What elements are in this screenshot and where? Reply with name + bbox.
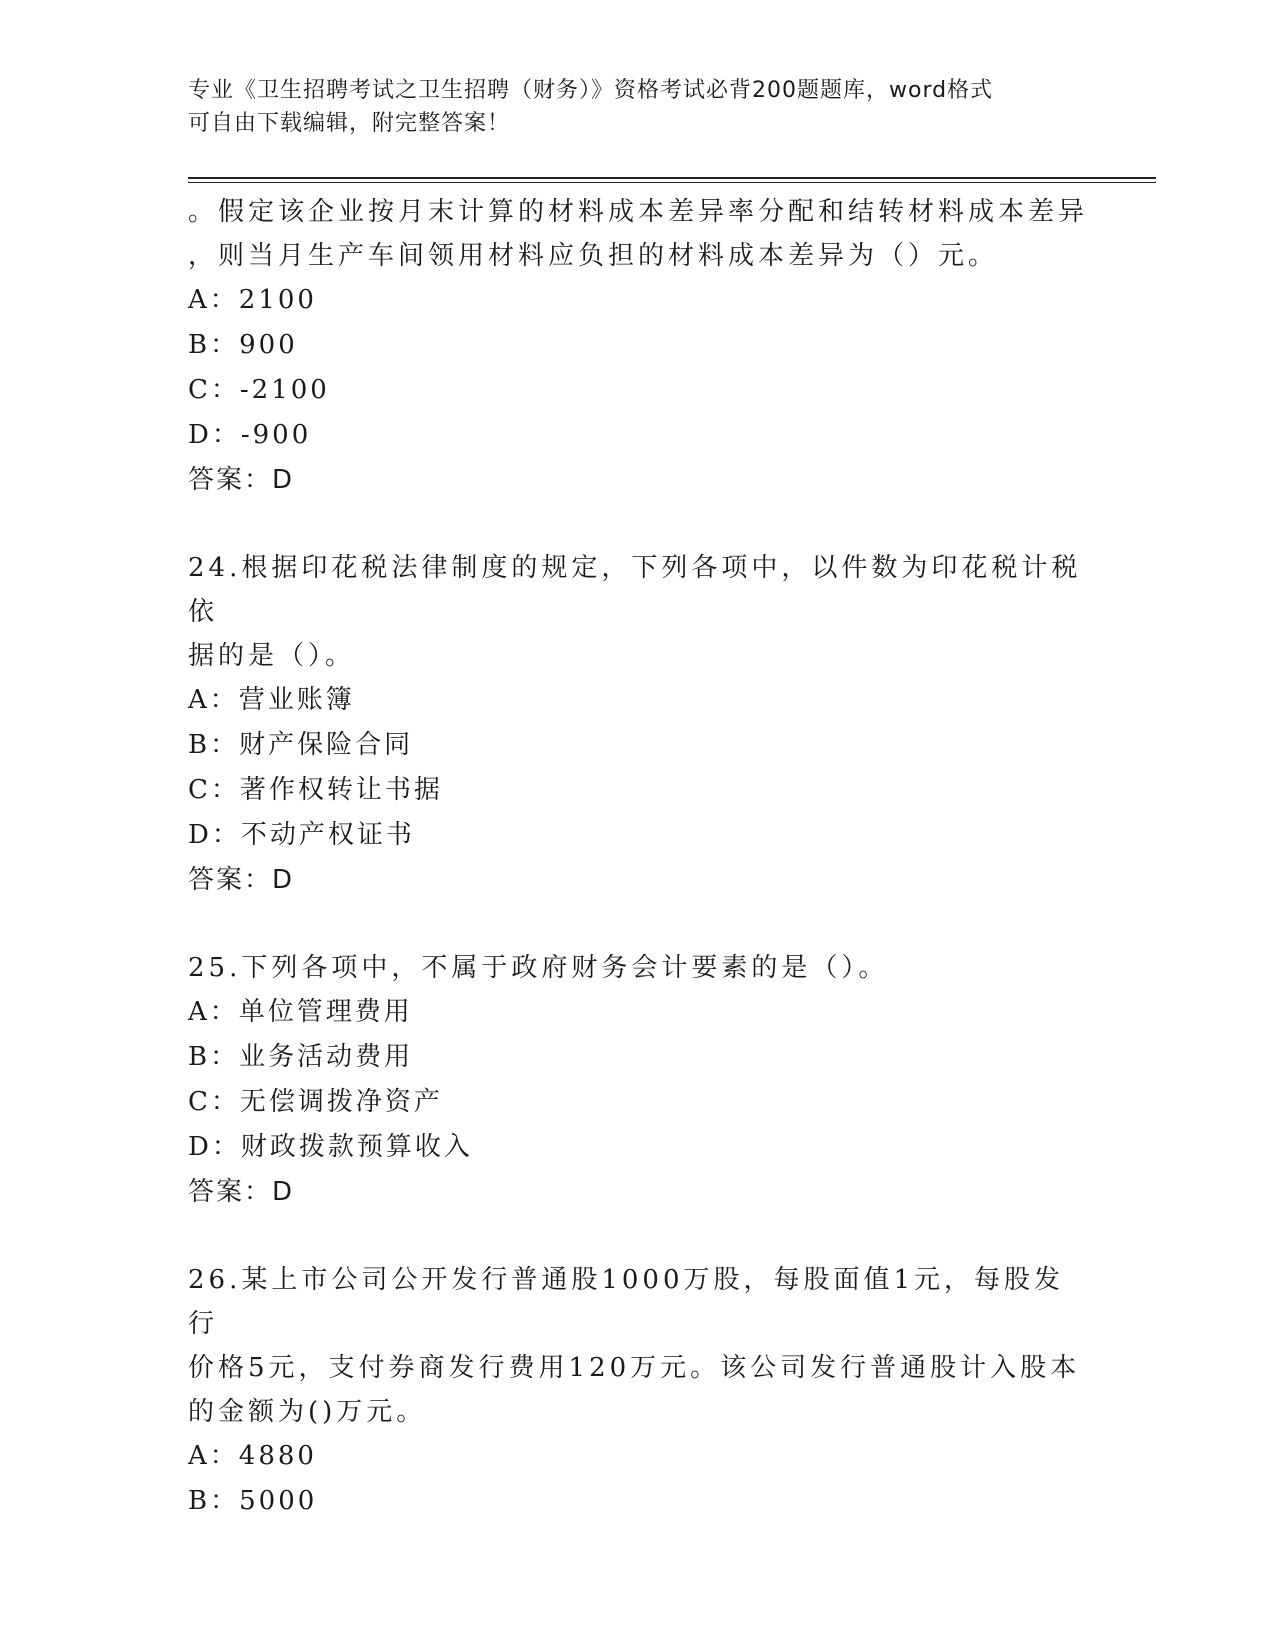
- header-rule-thin: [188, 182, 1156, 183]
- question-text-line: 价格5元，支付券商发行费用120万元。该公司发行普通股计入股本: [188, 1353, 1081, 1383]
- option-b: B：5000: [188, 1486, 318, 1516]
- spacer: [188, 1214, 1088, 1258]
- option-d: D：不动产权证书: [188, 820, 415, 850]
- option-a: A：4880: [188, 1441, 317, 1471]
- answer-line: 答案：D: [188, 865, 295, 895]
- option-b: B：财产保险合同: [188, 730, 414, 760]
- question-block: [188, 946, 1088, 1214]
- question-text-line: 的金额为()万元。: [188, 1397, 427, 1427]
- header-rule-thick: [188, 177, 1156, 179]
- question-text-line: ，则当月生产车间领用材料应负担的材料成本差异为（）元。: [188, 241, 999, 271]
- option-a: A：2100: [188, 285, 317, 315]
- option-d: D：财政拨款预算收入: [188, 1132, 473, 1162]
- option-b: B：900: [188, 330, 298, 360]
- option-b: B：业务活动费用: [188, 1042, 414, 1072]
- answer-line: 答案：D: [188, 1177, 295, 1207]
- question-block: [188, 546, 1088, 902]
- question-text-line: 。假定该企业按月末计算的材料成本差异率分配和结转材料成本差异: [188, 197, 1089, 227]
- question-text-line: 据的是（）。: [188, 641, 356, 671]
- question-block: [188, 1258, 1088, 1524]
- option-a: A：单位管理费用: [188, 997, 413, 1027]
- question-text-line: 24.根据印花税法律制度的规定，下列各项中，以件数为印花税计税依: [188, 553, 1082, 627]
- spacer: [188, 902, 1088, 946]
- question-text-line: 26.某上市公司公开发行普通股1000万股，每股面值1元，每股发行: [188, 1265, 1065, 1339]
- question-list: [188, 190, 1088, 1524]
- header-line-2: 可自由下载编辑，附完整答案！: [188, 111, 511, 136]
- option-c: C：无偿调拨净资产: [188, 1087, 443, 1117]
- question-text-line: 25.下列各项中，不属于政府财务会计要素的是（）。: [188, 953, 889, 983]
- question-block: [188, 190, 1088, 502]
- option-c: C：著作权转让书据: [188, 775, 443, 805]
- option-a: A：营业账簿: [188, 685, 355, 715]
- answer-line: 答案：D: [188, 465, 295, 495]
- option-c: C：-2100: [188, 375, 330, 405]
- header-line-1: 专业《卫生招聘考试之卫生招聘（财务）》资格考试必背200题题库，word格式: [188, 78, 994, 103]
- option-d: D：-900: [188, 420, 312, 450]
- page-header: [188, 74, 1088, 140]
- spacer: [188, 502, 1088, 546]
